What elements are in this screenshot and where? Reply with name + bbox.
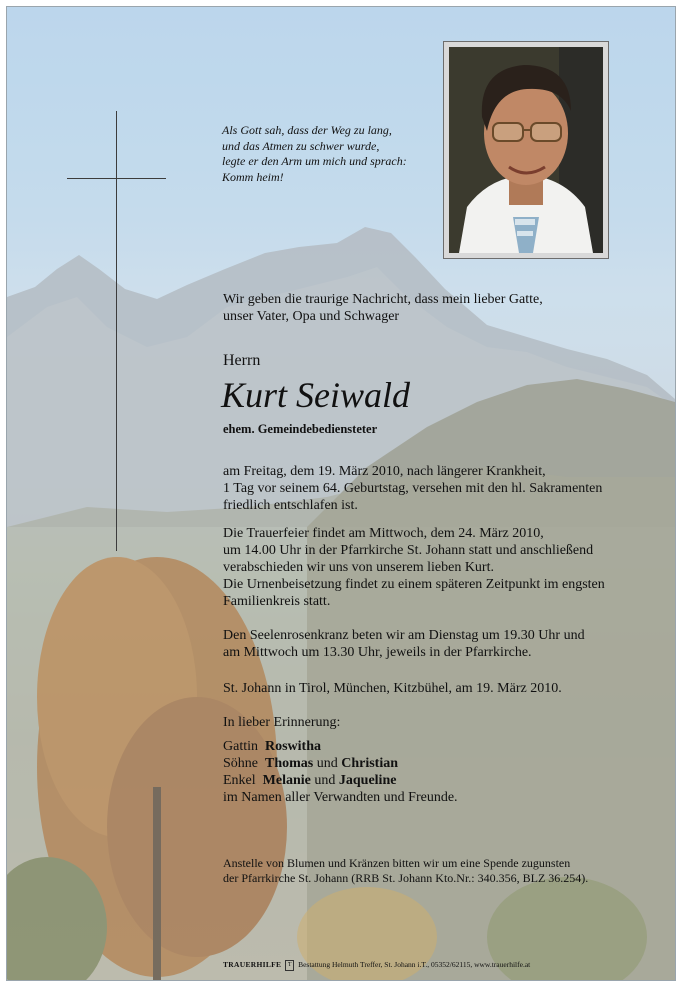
intro-text: [223, 291, 543, 325]
grandchild-name: Jaqueline: [338, 773, 397, 788]
poem-line: und das Atmen zu schwer wurde,: [222, 138, 380, 153]
poem-line: Komm heim!: [222, 169, 284, 184]
intro-line: unser Vater, Opa und Schwager: [223, 309, 400, 324]
donation-line: der Pfarrkirche St. Johann (RRB St. Johann Kto.Nr.: 340.356, BLZ 36.254).: [223, 871, 589, 885]
deceased-title: ehem. Gemeindebediensteter: [223, 422, 378, 436]
family-sons-row: [223, 755, 458, 772]
funeral-info: [223, 525, 605, 610]
poem-quote: [222, 123, 407, 185]
funeral-line: Die Trauerfeier findet am Mittwoch, dem 24. März 2010,: [223, 526, 544, 541]
parte-card: [6, 6, 676, 981]
salutation: Herrn: [223, 352, 261, 369]
place-date: St. Johann in Tirol, München, Kitzbühel, am 19. März 2010.: [223, 681, 562, 696]
undertaker-contact: Bestattung Helmuth Treffer, St. Johann i.T., 05352/62115, www.trauerhilfe.at: [298, 960, 531, 970]
undertaker-logo-icon: T: [285, 960, 294, 971]
grandchild-name: Melanie: [262, 773, 311, 788]
funeral-line: um 14.00 Uhr in der Pfarrkirche St. Johann statt und anschließend: [223, 543, 594, 558]
grandchildren-label: Enkel: [223, 773, 256, 788]
family-wife-row: [223, 738, 458, 755]
family-list: [223, 738, 458, 806]
son-name: Christian: [341, 756, 399, 771]
portrait-frame: [443, 41, 609, 259]
portrait-photo: [449, 47, 603, 253]
donation-request: [223, 856, 588, 886]
cross-vertical-beam: [116, 111, 117, 551]
intro-line: Wir geben die traurige Nachricht, dass mein lieber Gatte,: [223, 292, 543, 307]
sons-label: Söhne: [223, 756, 258, 771]
death-notice: [223, 463, 602, 514]
cross-horizontal-beam: [67, 178, 166, 179]
grand-and: und: [314, 773, 336, 788]
rosary-info: [223, 627, 585, 661]
funeral-line: verabschieden wir uns von unserem lieben Kurt.: [223, 560, 494, 575]
rosary-line: am Mittwoch um 13.30 Uhr, jeweils in der Pfarrkirche.: [223, 645, 532, 660]
deceased-name: Kurt Seiwald: [221, 375, 411, 415]
wife-name: Roswitha: [265, 739, 322, 754]
death-notice-line: friedlich entschlafen ist.: [223, 498, 358, 513]
rosary-line: Den Seelenrosenkranz beten wir am Dienstag um 19.30 Uhr und: [223, 628, 585, 643]
sons-and: und: [316, 756, 338, 771]
wife-label: Gattin: [223, 739, 258, 754]
poem-line: legte er den Arm um mich und sprach:: [222, 154, 407, 168]
undertaker-brand: TRAUERHILFE: [223, 960, 282, 970]
poem-line: Als Gott sah, dass der Weg zu lang,: [222, 123, 392, 137]
death-notice-line: 1 Tag vor seinem 64. Geburtstag, versehen mit den hl. Sakramenten: [223, 481, 603, 496]
memory-heading: In lieber Erinnerung:: [223, 715, 341, 730]
family-grandchildren-row: [223, 772, 458, 789]
donation-line: Anstelle von Blumen und Kränzen bitten wir um eine Spende zugunsten: [223, 856, 571, 870]
son-name: Thomas: [265, 756, 314, 771]
funeral-line: Die Urnenbeisetzung findet zu einem späteren Zeitpunkt im engsten: [223, 577, 605, 592]
relatives-line: im Namen aller Verwandten und Freunde.: [223, 790, 458, 805]
funeral-line: Familienkreis statt.: [223, 594, 331, 609]
undertaker-footer: [223, 960, 530, 971]
death-notice-line: am Freitag, dem 19. März 2010, nach längerer Krankheit,: [223, 464, 546, 479]
portrait-illustration: [449, 47, 603, 253]
